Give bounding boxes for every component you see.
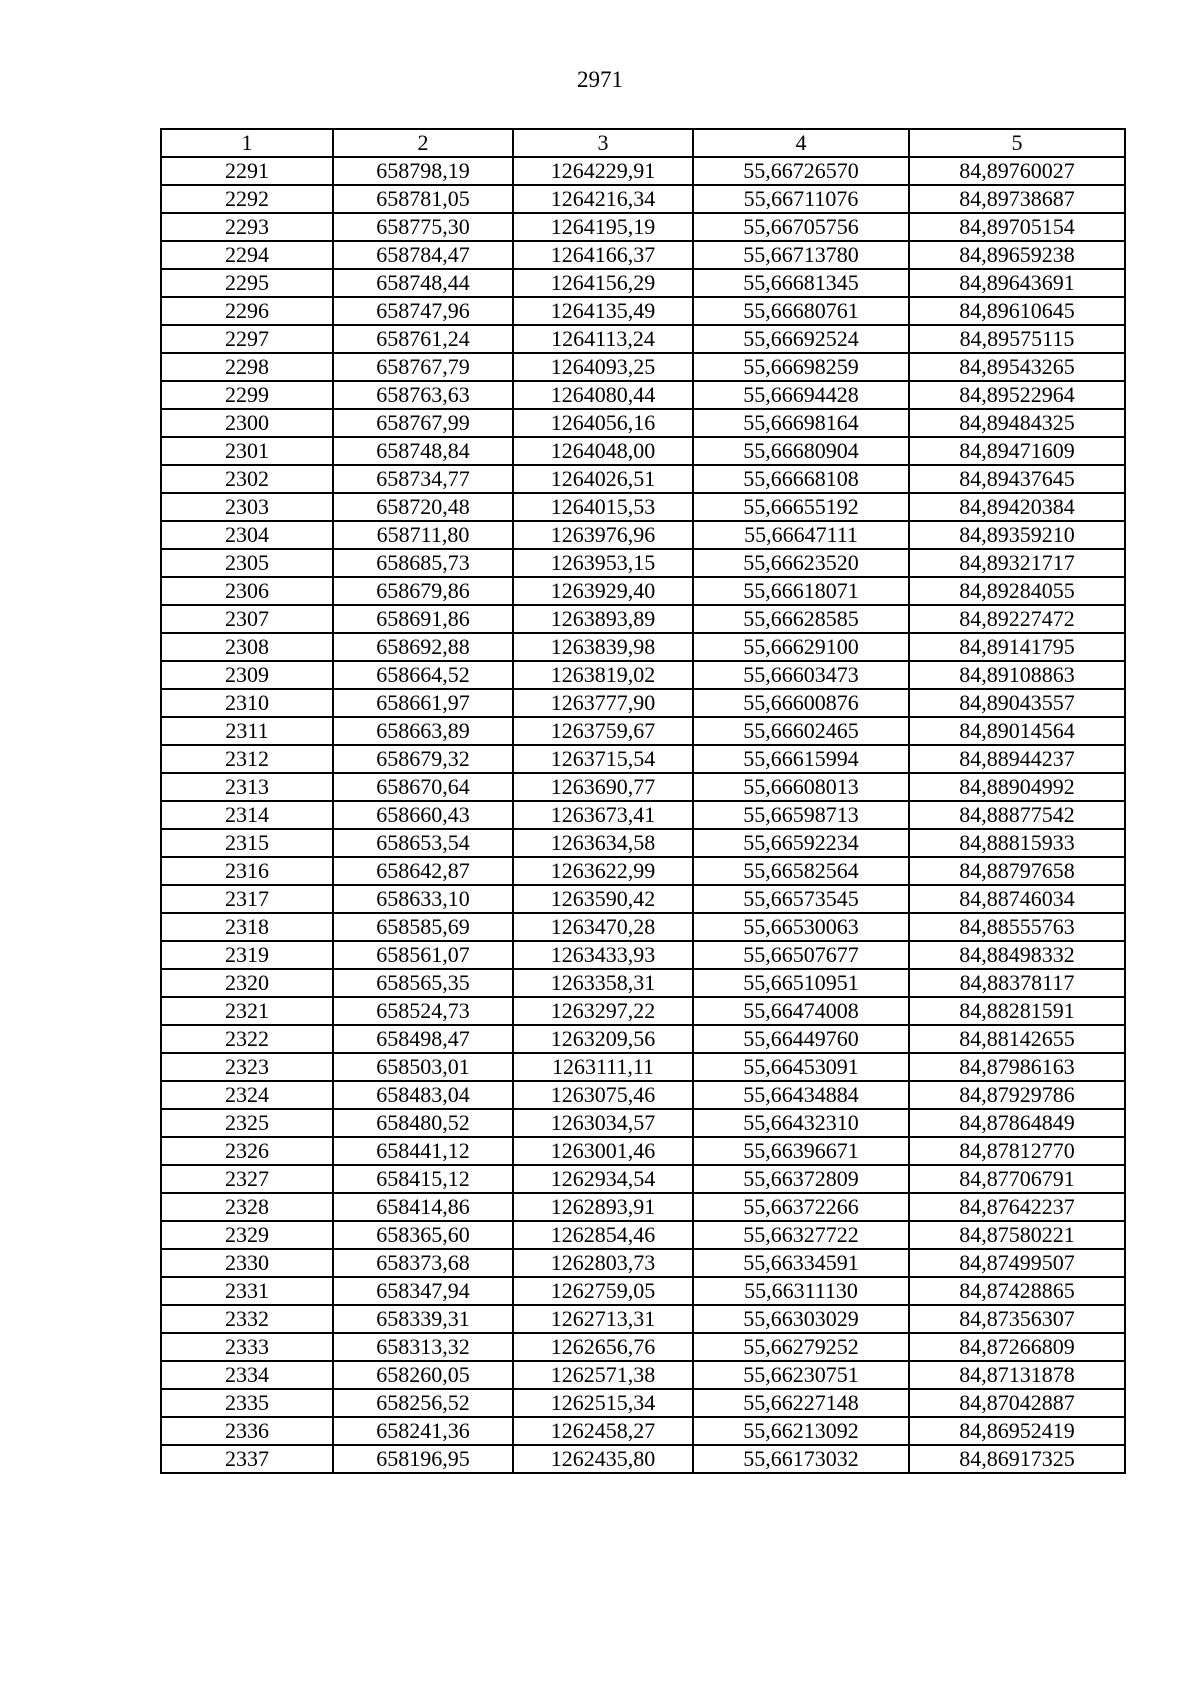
latitude-cell: 55,66303029: [693, 1305, 909, 1333]
x-coordinate-cell: 658781,05: [333, 185, 513, 213]
latitude-cell: 55,66726570: [693, 157, 909, 185]
latitude-cell: 55,66705756: [693, 213, 909, 241]
longitude-cell: 84,87580221: [909, 1221, 1125, 1249]
longitude-cell: 84,89575115: [909, 325, 1125, 353]
table-row: [161, 1417, 1125, 1445]
table-row: [161, 157, 1125, 185]
y-coordinate-cell: 1263590,42: [513, 885, 693, 913]
longitude-cell: 84,87929786: [909, 1081, 1125, 1109]
table-row: [161, 941, 1125, 969]
point-number-cell: 2325: [161, 1109, 333, 1137]
latitude-cell: 55,66711076: [693, 185, 909, 213]
y-coordinate-cell: 1263759,67: [513, 717, 693, 745]
y-coordinate-cell: 1262854,46: [513, 1221, 693, 1249]
longitude-cell: 84,87499507: [909, 1249, 1125, 1277]
longitude-cell: 84,89610645: [909, 297, 1125, 325]
latitude-cell: 55,66453091: [693, 1053, 909, 1081]
latitude-cell: 55,66655192: [693, 493, 909, 521]
table-row: [161, 1053, 1125, 1081]
longitude-cell: 84,89359210: [909, 521, 1125, 549]
x-coordinate-cell: 658441,12: [333, 1137, 513, 1165]
longitude-cell: 84,88944237: [909, 745, 1125, 773]
table-row: [161, 1081, 1125, 1109]
point-number-cell: 2292: [161, 185, 333, 213]
y-coordinate-cell: 1262435,80: [513, 1445, 693, 1473]
longitude-cell: 84,86952419: [909, 1417, 1125, 1445]
x-coordinate-cell: 658692,88: [333, 633, 513, 661]
x-coordinate-cell: 658679,32: [333, 745, 513, 773]
table-row: [161, 605, 1125, 633]
y-coordinate-cell: 1263034,57: [513, 1109, 693, 1137]
longitude-cell: 84,89484325: [909, 409, 1125, 437]
column-header-2: 2: [333, 129, 513, 157]
longitude-cell: 84,89522964: [909, 381, 1125, 409]
latitude-cell: 55,66227148: [693, 1389, 909, 1417]
longitude-cell: 84,88877542: [909, 801, 1125, 829]
point-number-cell: 2293: [161, 213, 333, 241]
x-coordinate-cell: 658373,68: [333, 1249, 513, 1277]
latitude-cell: 55,66681345: [693, 269, 909, 297]
latitude-cell: 55,66592234: [693, 829, 909, 857]
longitude-cell: 84,88555763: [909, 913, 1125, 941]
y-coordinate-cell: 1263929,40: [513, 577, 693, 605]
table-row: [161, 1109, 1125, 1137]
longitude-cell: 84,87642237: [909, 1193, 1125, 1221]
latitude-cell: 55,66510951: [693, 969, 909, 997]
longitude-cell: 84,86917325: [909, 1445, 1125, 1473]
x-coordinate-cell: 658711,80: [333, 521, 513, 549]
x-coordinate-cell: 658679,86: [333, 577, 513, 605]
table-row: [161, 325, 1125, 353]
y-coordinate-cell: 1264135,49: [513, 297, 693, 325]
longitude-cell: 84,89643691: [909, 269, 1125, 297]
y-coordinate-cell: 1264056,16: [513, 409, 693, 437]
x-coordinate-cell: 658256,52: [333, 1389, 513, 1417]
y-coordinate-cell: 1264166,37: [513, 241, 693, 269]
point-number-cell: 2296: [161, 297, 333, 325]
y-coordinate-cell: 1264216,34: [513, 185, 693, 213]
x-coordinate-cell: 658313,32: [333, 1333, 513, 1361]
longitude-cell: 84,88746034: [909, 885, 1125, 913]
x-coordinate-cell: 658775,30: [333, 213, 513, 241]
point-number-cell: 2305: [161, 549, 333, 577]
point-number-cell: 2295: [161, 269, 333, 297]
table-row: [161, 241, 1125, 269]
latitude-cell: 55,66372266: [693, 1193, 909, 1221]
point-number-cell: 2324: [161, 1081, 333, 1109]
x-coordinate-cell: 658663,89: [333, 717, 513, 745]
x-coordinate-cell: 658414,86: [333, 1193, 513, 1221]
point-number-cell: 2298: [161, 353, 333, 381]
table-row: [161, 577, 1125, 605]
y-coordinate-cell: 1263819,02: [513, 661, 693, 689]
point-number-cell: 2308: [161, 633, 333, 661]
table-row: [161, 745, 1125, 773]
x-coordinate-cell: 658748,44: [333, 269, 513, 297]
table-row: [161, 857, 1125, 885]
table-row: [161, 1025, 1125, 1053]
point-number-cell: 2301: [161, 437, 333, 465]
x-coordinate-cell: 658720,48: [333, 493, 513, 521]
point-number-cell: 2304: [161, 521, 333, 549]
latitude-cell: 55,66698164: [693, 409, 909, 437]
x-coordinate-cell: 658798,19: [333, 157, 513, 185]
y-coordinate-cell: 1264113,24: [513, 325, 693, 353]
point-number-cell: 2327: [161, 1165, 333, 1193]
table-row: [161, 1277, 1125, 1305]
longitude-cell: 84,87131878: [909, 1361, 1125, 1389]
x-coordinate-cell: 658415,12: [333, 1165, 513, 1193]
point-number-cell: 2332: [161, 1305, 333, 1333]
x-coordinate-cell: 658748,84: [333, 437, 513, 465]
point-number-cell: 2323: [161, 1053, 333, 1081]
latitude-cell: 55,66615994: [693, 745, 909, 773]
table-row: [161, 381, 1125, 409]
x-coordinate-cell: 658483,04: [333, 1081, 513, 1109]
latitude-cell: 55,66623520: [693, 549, 909, 577]
y-coordinate-cell: 1262515,34: [513, 1389, 693, 1417]
latitude-cell: 55,66629100: [693, 633, 909, 661]
longitude-cell: 84,89227472: [909, 605, 1125, 633]
table-row: [161, 661, 1125, 689]
point-number-cell: 2335: [161, 1389, 333, 1417]
latitude-cell: 55,66474008: [693, 997, 909, 1025]
point-number-cell: 2297: [161, 325, 333, 353]
table-row: [161, 1361, 1125, 1389]
y-coordinate-cell: 1263690,77: [513, 773, 693, 801]
x-coordinate-cell: 658524,73: [333, 997, 513, 1025]
x-coordinate-cell: 658498,47: [333, 1025, 513, 1053]
y-coordinate-cell: 1264229,91: [513, 157, 693, 185]
table-row: [161, 1305, 1125, 1333]
x-coordinate-cell: 658685,73: [333, 549, 513, 577]
longitude-cell: 84,89141795: [909, 633, 1125, 661]
table-row: [161, 913, 1125, 941]
y-coordinate-cell: 1263297,22: [513, 997, 693, 1025]
latitude-cell: 55,66600876: [693, 689, 909, 717]
y-coordinate-cell: 1263433,93: [513, 941, 693, 969]
latitude-cell: 55,66598713: [693, 801, 909, 829]
x-coordinate-cell: 658565,35: [333, 969, 513, 997]
latitude-cell: 55,66530063: [693, 913, 909, 941]
longitude-cell: 84,89659238: [909, 241, 1125, 269]
table-row: [161, 297, 1125, 325]
table-row: [161, 829, 1125, 857]
y-coordinate-cell: 1263777,90: [513, 689, 693, 717]
point-number-cell: 2299: [161, 381, 333, 409]
point-number-cell: 2322: [161, 1025, 333, 1053]
point-number-cell: 2294: [161, 241, 333, 269]
latitude-cell: 55,66396671: [693, 1137, 909, 1165]
longitude-cell: 84,87266809: [909, 1333, 1125, 1361]
table-row: [161, 1137, 1125, 1165]
y-coordinate-cell: 1263001,46: [513, 1137, 693, 1165]
table-row: [161, 1249, 1125, 1277]
y-coordinate-cell: 1263111,11: [513, 1053, 693, 1081]
coordinates-table: [160, 128, 1126, 1474]
x-coordinate-cell: 658734,77: [333, 465, 513, 493]
latitude-cell: 55,66573545: [693, 885, 909, 913]
y-coordinate-cell: 1263976,96: [513, 521, 693, 549]
latitude-cell: 55,66680761: [693, 297, 909, 325]
y-coordinate-cell: 1264026,51: [513, 465, 693, 493]
table-body: [161, 157, 1125, 1473]
longitude-cell: 84,87864849: [909, 1109, 1125, 1137]
y-coordinate-cell: 1263715,54: [513, 745, 693, 773]
y-coordinate-cell: 1263358,31: [513, 969, 693, 997]
longitude-cell: 84,87428865: [909, 1277, 1125, 1305]
x-coordinate-cell: 658241,36: [333, 1417, 513, 1445]
x-coordinate-cell: 658747,96: [333, 297, 513, 325]
latitude-cell: 55,66698259: [693, 353, 909, 381]
latitude-cell: 55,66327722: [693, 1221, 909, 1249]
x-coordinate-cell: 658347,94: [333, 1277, 513, 1305]
y-coordinate-cell: 1263470,28: [513, 913, 693, 941]
longitude-cell: 84,89471609: [909, 437, 1125, 465]
y-coordinate-cell: 1263075,46: [513, 1081, 693, 1109]
x-coordinate-cell: 658767,99: [333, 409, 513, 437]
longitude-cell: 84,89014564: [909, 717, 1125, 745]
x-coordinate-cell: 658633,10: [333, 885, 513, 913]
x-coordinate-cell: 658260,05: [333, 1361, 513, 1389]
y-coordinate-cell: 1263209,56: [513, 1025, 693, 1053]
table-row: [161, 521, 1125, 549]
point-number-cell: 2321: [161, 997, 333, 1025]
table-row: [161, 969, 1125, 997]
y-coordinate-cell: 1262934,54: [513, 1165, 693, 1193]
latitude-cell: 55,66507677: [693, 941, 909, 969]
longitude-cell: 84,89543265: [909, 353, 1125, 381]
point-number-cell: 2310: [161, 689, 333, 717]
y-coordinate-cell: 1264156,29: [513, 269, 693, 297]
y-coordinate-cell: 1264080,44: [513, 381, 693, 409]
x-coordinate-cell: 658767,79: [333, 353, 513, 381]
latitude-cell: 55,66618071: [693, 577, 909, 605]
y-coordinate-cell: 1262458,27: [513, 1417, 693, 1445]
longitude-cell: 84,89108863: [909, 661, 1125, 689]
x-coordinate-cell: 658763,63: [333, 381, 513, 409]
x-coordinate-cell: 658561,07: [333, 941, 513, 969]
y-coordinate-cell: 1262759,05: [513, 1277, 693, 1305]
x-coordinate-cell: 658660,43: [333, 801, 513, 829]
table-row: [161, 185, 1125, 213]
table-row: [161, 633, 1125, 661]
y-coordinate-cell: 1263622,99: [513, 857, 693, 885]
y-coordinate-cell: 1264195,19: [513, 213, 693, 241]
latitude-cell: 55,66230751: [693, 1361, 909, 1389]
y-coordinate-cell: 1263953,15: [513, 549, 693, 577]
table-row: [161, 1193, 1125, 1221]
latitude-cell: 55,66668108: [693, 465, 909, 493]
y-coordinate-cell: 1263673,41: [513, 801, 693, 829]
table-row: [161, 997, 1125, 1025]
table-row: [161, 353, 1125, 381]
table-row: [161, 437, 1125, 465]
y-coordinate-cell: 1263839,98: [513, 633, 693, 661]
point-number-cell: 2291: [161, 157, 333, 185]
longitude-cell: 84,87706791: [909, 1165, 1125, 1193]
point-number-cell: 2333: [161, 1333, 333, 1361]
point-number-cell: 2314: [161, 801, 333, 829]
x-coordinate-cell: 658691,86: [333, 605, 513, 633]
table-row: [161, 213, 1125, 241]
point-number-cell: 2312: [161, 745, 333, 773]
y-coordinate-cell: 1262893,91: [513, 1193, 693, 1221]
table-row: [161, 885, 1125, 913]
latitude-cell: 55,66694428: [693, 381, 909, 409]
longitude-cell: 84,87986163: [909, 1053, 1125, 1081]
latitude-cell: 55,66608013: [693, 773, 909, 801]
point-number-cell: 2306: [161, 577, 333, 605]
latitude-cell: 55,66213092: [693, 1417, 909, 1445]
point-number-cell: 2329: [161, 1221, 333, 1249]
longitude-cell: 84,87356307: [909, 1305, 1125, 1333]
point-number-cell: 2336: [161, 1417, 333, 1445]
point-number-cell: 2330: [161, 1249, 333, 1277]
x-coordinate-cell: 658480,52: [333, 1109, 513, 1137]
column-header-3: 3: [513, 129, 693, 157]
point-number-cell: 2320: [161, 969, 333, 997]
point-number-cell: 2331: [161, 1277, 333, 1305]
latitude-cell: 55,66692524: [693, 325, 909, 353]
longitude-cell: 84,89043557: [909, 689, 1125, 717]
point-number-cell: 2313: [161, 773, 333, 801]
point-number-cell: 2307: [161, 605, 333, 633]
x-coordinate-cell: 658585,69: [333, 913, 513, 941]
y-coordinate-cell: 1264048,00: [513, 437, 693, 465]
y-coordinate-cell: 1262571,38: [513, 1361, 693, 1389]
table-row: [161, 1333, 1125, 1361]
point-number-cell: 2337: [161, 1445, 333, 1473]
longitude-cell: 84,89760027: [909, 157, 1125, 185]
column-header-5: 5: [909, 129, 1125, 157]
y-coordinate-cell: 1263634,58: [513, 829, 693, 857]
x-coordinate-cell: 658653,54: [333, 829, 513, 857]
column-header-1: 1: [161, 129, 333, 157]
table-row: [161, 689, 1125, 717]
latitude-cell: 55,66432310: [693, 1109, 909, 1137]
page-number: 2971: [577, 67, 623, 92]
latitude-cell: 55,66279252: [693, 1333, 909, 1361]
latitude-cell: 55,66334591: [693, 1249, 909, 1277]
longitude-cell: 84,88815933: [909, 829, 1125, 857]
longitude-cell: 84,88378117: [909, 969, 1125, 997]
latitude-cell: 55,66372809: [693, 1165, 909, 1193]
point-number-cell: 2319: [161, 941, 333, 969]
x-coordinate-cell: 658661,97: [333, 689, 513, 717]
longitude-cell: 84,89705154: [909, 213, 1125, 241]
longitude-cell: 84,87812770: [909, 1137, 1125, 1165]
latitude-cell: 55,66602465: [693, 717, 909, 745]
column-header-4: 4: [693, 129, 909, 157]
x-coordinate-cell: 658503,01: [333, 1053, 513, 1081]
longitude-cell: 84,89321717: [909, 549, 1125, 577]
point-number-cell: 2326: [161, 1137, 333, 1165]
y-coordinate-cell: 1264093,25: [513, 353, 693, 381]
y-coordinate-cell: 1264015,53: [513, 493, 693, 521]
y-coordinate-cell: 1263893,89: [513, 605, 693, 633]
point-number-cell: 2317: [161, 885, 333, 913]
longitude-cell: 84,88142655: [909, 1025, 1125, 1053]
y-coordinate-cell: 1262713,31: [513, 1305, 693, 1333]
latitude-cell: 55,66628585: [693, 605, 909, 633]
table-row: [161, 269, 1125, 297]
latitude-cell: 55,66434884: [693, 1081, 909, 1109]
x-coordinate-cell: 658664,52: [333, 661, 513, 689]
x-coordinate-cell: 658196,95: [333, 1445, 513, 1473]
point-number-cell: 2315: [161, 829, 333, 857]
point-number-cell: 2311: [161, 717, 333, 745]
longitude-cell: 84,89420384: [909, 493, 1125, 521]
table-header-row: [161, 129, 1125, 157]
latitude-cell: 55,66680904: [693, 437, 909, 465]
table-row: [161, 1445, 1125, 1473]
table-row: [161, 549, 1125, 577]
longitude-cell: 84,88498332: [909, 941, 1125, 969]
table-row: [161, 1389, 1125, 1417]
longitude-cell: 84,89738687: [909, 185, 1125, 213]
table-row: [161, 773, 1125, 801]
x-coordinate-cell: 658365,60: [333, 1221, 513, 1249]
latitude-cell: 55,66603473: [693, 661, 909, 689]
latitude-cell: 55,66173032: [693, 1445, 909, 1473]
point-number-cell: 2318: [161, 913, 333, 941]
y-coordinate-cell: 1262656,76: [513, 1333, 693, 1361]
longitude-cell: 84,87042887: [909, 1389, 1125, 1417]
latitude-cell: 55,66311130: [693, 1277, 909, 1305]
point-number-cell: 2302: [161, 465, 333, 493]
y-coordinate-cell: 1262803,73: [513, 1249, 693, 1277]
point-number-cell: 2303: [161, 493, 333, 521]
x-coordinate-cell: 658339,31: [333, 1305, 513, 1333]
latitude-cell: 55,66647111: [693, 521, 909, 549]
x-coordinate-cell: 658784,47: [333, 241, 513, 269]
longitude-cell: 84,88904992: [909, 773, 1125, 801]
longitude-cell: 84,89437645: [909, 465, 1125, 493]
point-number-cell: 2316: [161, 857, 333, 885]
table-row: [161, 801, 1125, 829]
point-number-cell: 2300: [161, 409, 333, 437]
latitude-cell: 55,66713780: [693, 241, 909, 269]
x-coordinate-cell: 658670,64: [333, 773, 513, 801]
table-row: [161, 717, 1125, 745]
longitude-cell: 84,88797658: [909, 857, 1125, 885]
point-number-cell: 2328: [161, 1193, 333, 1221]
point-number-cell: 2309: [161, 661, 333, 689]
longitude-cell: 84,89284055: [909, 577, 1125, 605]
x-coordinate-cell: 658761,24: [333, 325, 513, 353]
table-row: [161, 493, 1125, 521]
point-number-cell: 2334: [161, 1361, 333, 1389]
table-row: [161, 409, 1125, 437]
table-row: [161, 1221, 1125, 1249]
latitude-cell: 55,66449760: [693, 1025, 909, 1053]
table-row: [161, 1165, 1125, 1193]
x-coordinate-cell: 658642,87: [333, 857, 513, 885]
table-row: [161, 465, 1125, 493]
longitude-cell: 84,88281591: [909, 997, 1125, 1025]
latitude-cell: 55,66582564: [693, 857, 909, 885]
